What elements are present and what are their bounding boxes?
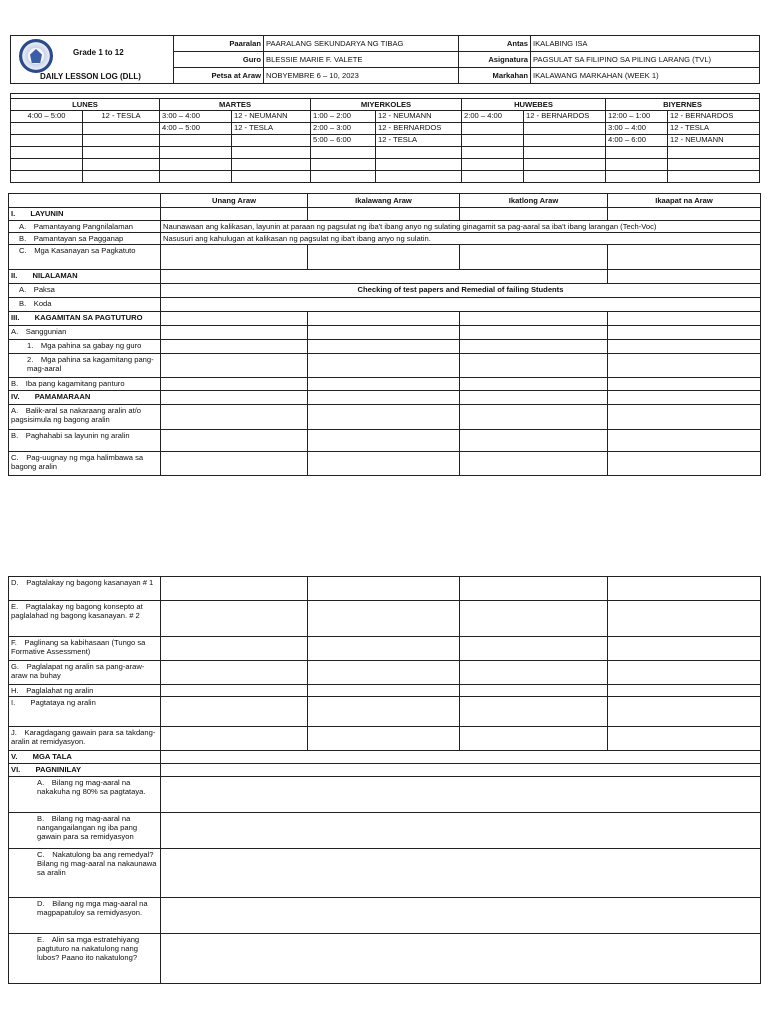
- schedule-time: 3:00 – 4:00: [606, 123, 668, 135]
- row-label: H. Paglalahat ng aralin: [9, 685, 161, 697]
- schedule-section: [83, 147, 160, 159]
- row-label: C. Pag-uugnay ng mga halimbawa sa bagong aralin: [9, 452, 161, 476]
- field-value: IKALABING ISA: [531, 36, 760, 52]
- row-content: Naunawaan ang kalikasan, layunin at paraan ng pagsulat ng iba't ibang anyo ng sulating ginagamit sa pag-aaral sa iba't ibang larangan (Tech-Voc): [161, 221, 761, 233]
- row-label: E. Alin sa mga estratehiyang pagtuturo na nakatulong nang lubos? Paano ito nakatulong?: [9, 934, 161, 984]
- field-label: Paaralan: [174, 36, 264, 52]
- field-value: PAARALANG SEKUNDARYA NG TIBAG: [264, 36, 459, 52]
- schedule-time: 2:00 – 3:00: [311, 123, 376, 135]
- section-heading: I. LAYUNIN: [9, 208, 161, 221]
- schedule-section: 12 - TESLA: [83, 111, 160, 123]
- lesson-table-part1: [8, 193, 761, 476]
- schedule-section: [232, 171, 311, 183]
- row-label: F. Paglinang sa kabihasaan (Tungo sa Formative Assessment): [9, 637, 161, 661]
- schedule-section: 12 - NEUMANN: [232, 111, 311, 123]
- header-title-cell: [11, 36, 174, 84]
- schedule-time: [606, 159, 668, 171]
- schedule-time: [160, 135, 232, 147]
- schedule-row: [11, 135, 760, 147]
- schedule-time: [462, 135, 524, 147]
- row-label: C. Nakatulong ba ang remedyal? Bilang ng mag-aaral na nakaunawa sa aralin: [9, 849, 161, 898]
- schedule-section: [232, 147, 311, 159]
- row-label: 2. Mga pahina sa kagamitang pang-mag-aaral: [9, 354, 161, 378]
- field-label: Asignatura: [459, 52, 531, 68]
- section-heading: IV. PAMAMARAAN: [9, 391, 161, 405]
- schedule-section: [524, 123, 606, 135]
- row-label: A. Pamantayang Pangnilalaman: [9, 221, 161, 233]
- schedule-time: [606, 147, 668, 159]
- schedule-section: [83, 159, 160, 171]
- row-label: G. Paglalapat ng aralin sa pang-araw-araw na buhay: [9, 661, 161, 685]
- schedule-section: [232, 159, 311, 171]
- schedule-section: [524, 147, 606, 159]
- schedule-time: [11, 159, 83, 171]
- schedule-section: 12 - BERNARDOS: [376, 123, 462, 135]
- row-label: B. Iba pang kagamitang panturo: [9, 378, 161, 391]
- schedule-time: [11, 123, 83, 135]
- section-heading: III. KAGAMITAN SA PAGTUTURO: [9, 312, 161, 326]
- schedule-time: [11, 147, 83, 159]
- schedule-section: 12 - TESLA: [376, 135, 462, 147]
- field-value: PAGSULAT SA FILIPINO SA PILING LARANG (TVL): [531, 52, 760, 68]
- schedule-time: 1:00 – 2:00: [311, 111, 376, 123]
- row-label: I. Pagtataya ng aralin: [9, 697, 161, 727]
- schedule-time: 3:00 – 4:00: [160, 111, 232, 123]
- row-label: B. Koda: [9, 298, 161, 312]
- field-label: Markahan: [459, 68, 531, 84]
- row-label: D. Bilang ng mga mag-aaral na magpapatuloy sa remidyasyon.: [9, 898, 161, 934]
- schedule-table: [10, 93, 760, 183]
- blank-cell: [9, 194, 161, 208]
- row-label: B. Paghahabi sa layunin ng aralin: [9, 430, 161, 452]
- column-header: Ikalawang Araw: [308, 194, 460, 208]
- row-label: D. Pagtalakay ng bagong kasanayan # 1: [9, 577, 161, 601]
- schedule-time: [462, 123, 524, 135]
- row-label: J. Karagdagang gawain para sa takdang-aralin at remidyasyon.: [9, 727, 161, 751]
- section-heading: V. MGA TALA: [9, 751, 161, 764]
- row-label: E. Pagtalakay ng bagong konsepto at paglalahad ng bagong kasanayan. # 2: [9, 601, 161, 637]
- day-header: BIYERNES: [606, 99, 760, 111]
- schedule-row: [11, 147, 760, 159]
- dll-title: DAILY LESSON LOG (DLL): [40, 72, 141, 81]
- schedule-row: [11, 159, 760, 171]
- schedule-section: [376, 147, 462, 159]
- schedule-section: [232, 135, 311, 147]
- schedule-section: 12 - TESLA: [232, 123, 311, 135]
- schedule-section: [83, 123, 160, 135]
- schedule-time: [311, 159, 376, 171]
- schedule-time: [462, 147, 524, 159]
- schedule-time: 4:00 – 6:00: [606, 135, 668, 147]
- section-heading: II. NILALAMAN: [9, 270, 161, 284]
- row-label: C. Mga Kasanayan sa Pagkatuto: [9, 245, 161, 270]
- day-header: MARTES: [160, 99, 311, 111]
- lesson-table-part2: [8, 576, 761, 984]
- column-header: Unang Araw: [161, 194, 308, 208]
- schedule-time: [311, 171, 376, 183]
- schedule-section: [524, 135, 606, 147]
- schedule-section: [668, 159, 760, 171]
- schedule-section: [83, 135, 160, 147]
- row-content: Nasusuri ang kahulugan at kalikasan ng pagsulat ng iba't ibang anyo ng sulatin.: [161, 233, 761, 245]
- schedule-time: 12:00 – 1:00: [606, 111, 668, 123]
- row-label: B. Bilang ng mag-aaral na nangangailangan ng iba pang gawain para sa remidyasyon: [9, 813, 161, 849]
- schedule-time: [160, 171, 232, 183]
- row-label: 1. Mga pahina sa gabay ng guro: [9, 340, 161, 354]
- day-header: MIYERKOLES: [311, 99, 462, 111]
- column-header: Ikaapat na Araw: [608, 194, 761, 208]
- field-value: NOBYEMBRE 6 – 10, 2023: [264, 68, 459, 84]
- schedule-time: 4:00 – 5:00: [160, 123, 232, 135]
- deped-seal-icon: [19, 39, 53, 73]
- schedule-time: 2:00 – 4:00: [462, 111, 524, 123]
- field-value: IKALAWANG MARKAHAN (WEEK 1): [531, 68, 760, 84]
- field-label: Antas: [459, 36, 531, 52]
- schedule-row: [11, 123, 760, 135]
- row-label: A. Bilang ng mag-aaral na nakakuha ng 80% sa pagtataya.: [9, 777, 161, 813]
- row-label: A. Paksa: [9, 284, 161, 298]
- schedule-time: [462, 159, 524, 171]
- schedule-section: [376, 171, 462, 183]
- schedule-time: [160, 159, 232, 171]
- schedule-row: [11, 111, 760, 123]
- schedule-section: [524, 171, 606, 183]
- header-table: [10, 35, 760, 84]
- schedule-time: [462, 171, 524, 183]
- schedule-section: [668, 147, 760, 159]
- schedule-section: [83, 171, 160, 183]
- topic-text: Checking of test papers and Remedial of failing Students: [161, 284, 761, 298]
- schedule-time: [160, 147, 232, 159]
- schedule-section: 12 - NEUMANN: [668, 135, 760, 147]
- schedule-time: 5:00 – 6:00: [311, 135, 376, 147]
- field-label: Guro: [174, 52, 264, 68]
- schedule-section: 12 - TESLA: [668, 123, 760, 135]
- schedule-section: [668, 171, 760, 183]
- schedule-section: [524, 159, 606, 171]
- field-label: Petsa at Araw: [174, 68, 264, 84]
- schedule-time: [606, 171, 668, 183]
- schedule-time: [311, 147, 376, 159]
- schedule-time: [11, 135, 83, 147]
- row-label: B. Pamantayan sa Pagganap: [9, 233, 161, 245]
- schedule-time: 4:00 – 5:00: [11, 111, 83, 123]
- section-heading: VI. PAGNINILAY: [9, 764, 161, 777]
- row-label: A. Balik-aral sa nakaraang aralin at/o pagsisimula ng bagong aralin: [9, 405, 161, 430]
- schedule-section: 12 - BERNARDOS: [524, 111, 606, 123]
- day-header: LUNES: [11, 99, 160, 111]
- row-label: A. Sanggunian: [9, 326, 161, 340]
- field-value: BLESSIE MARIE F. VALETE: [264, 52, 459, 68]
- schedule-section: [376, 159, 462, 171]
- grade-label: Grade 1 to 12: [73, 48, 124, 57]
- schedule-section: 12 - NEUMANN: [376, 111, 462, 123]
- schedule-time: [11, 171, 83, 183]
- day-header: HUWEBES: [462, 99, 606, 111]
- schedule-section: 12 - BERNARDOS: [668, 111, 760, 123]
- schedule-row: [11, 171, 760, 183]
- column-header: Ikatlong Araw: [460, 194, 608, 208]
